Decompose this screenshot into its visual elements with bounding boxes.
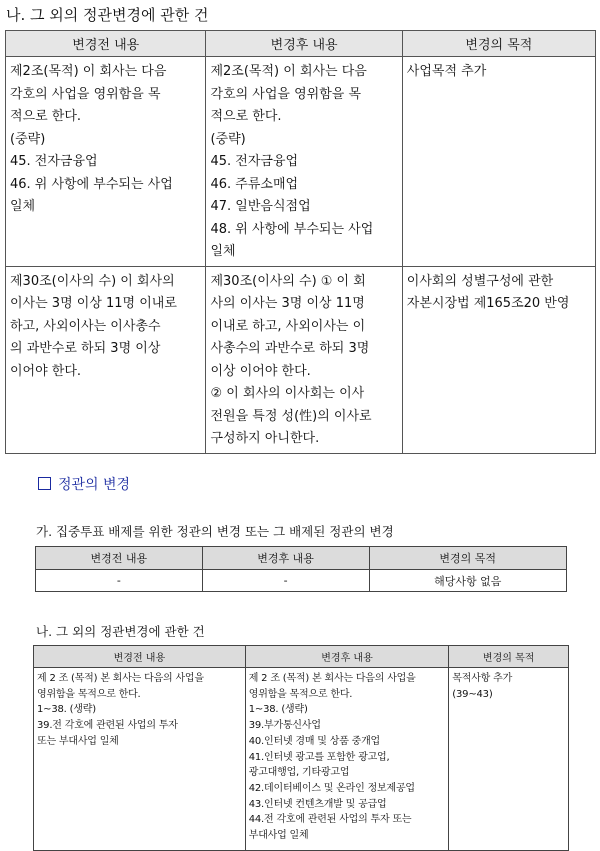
text-line: 적으로 한다.	[10, 109, 82, 124]
text-line: 광고대행업, 기타광고업	[248, 767, 350, 779]
text-line: 48. 위 사항에 부수되는 사업	[210, 221, 374, 237]
text-line: 영위함을 목적으로 한다.	[248, 688, 353, 700]
cell-before	[6, 266, 206, 453]
text-line: 또는 부대사업 일체	[37, 735, 119, 747]
text-line: 40.인터넷 경매 및 상품 중개업	[248, 735, 381, 747]
text-line: 1~38. (생략)	[248, 704, 308, 716]
text-line: 전원을 특정 성(性)의 이사로	[210, 408, 372, 424]
section2-heading	[38, 474, 130, 494]
amendment-table-1	[5, 30, 596, 454]
cell-purpose: 해당사항 없음	[369, 570, 567, 592]
text-line: 의 과반수로 하되 3명 이상	[10, 341, 161, 356]
header-before: 변경전 내용	[34, 646, 246, 668]
header-after: 변경후 내용	[245, 646, 449, 668]
text-line: 사의 이사는 3명 이상 11명	[210, 296, 365, 311]
text-line: 이사회의 성별구성에 관한	[406, 273, 554, 289]
text-line: 45. 전자금융업	[210, 154, 299, 169]
square-bullet-icon	[38, 477, 51, 490]
text-line: 각호의 사업을 영위함을 목	[10, 86, 161, 102]
subsection-a-title: 가. 집중투표 배제를 위한 정관의 변경 또는 그 배제된 정관의 변경	[36, 524, 394, 539]
cell-after	[206, 266, 402, 453]
text-line: 47. 일반음식점업	[210, 199, 311, 214]
text-line: 적으로 한다.	[210, 109, 282, 124]
text-line: 46. 주류소매업	[210, 176, 299, 192]
text-line: 하고, 사외이사는 이사총수	[10, 318, 161, 334]
text-line: 제 2 조 (목적) 본 회사는 다음의 사업을	[248, 673, 416, 684]
text-line: 각호의 사업을 영위함을 목	[210, 86, 362, 102]
amendment-table-3	[33, 645, 569, 851]
header-purpose: 변경의 목적	[369, 547, 567, 570]
table-row	[6, 266, 596, 453]
cell-purpose	[402, 266, 595, 453]
amendment-table-2	[35, 546, 567, 592]
section1-title: 나. 그 외의 정관변경에 관한 건	[6, 6, 209, 24]
text-line: 39.전 각호에 관련된 사업의 투자	[37, 720, 178, 732]
text-line: (중략)	[210, 131, 246, 147]
section2-heading-text: 정관의 변경	[58, 477, 131, 493]
text-line: ② 이 회사의 이사회는 이사	[210, 386, 365, 401]
text-line: 이내로 하고, 사외이사는 이	[210, 318, 366, 334]
table-header-row	[36, 547, 567, 570]
table-header-row	[34, 646, 569, 668]
text-line: 이상 이어야 한다.	[210, 363, 311, 379]
cell-before	[6, 57, 206, 267]
table-header-row	[6, 31, 596, 57]
text-line: 제 2 조 (목적) 본 회사는 다음의 사업을	[37, 673, 204, 684]
text-line: 42.데이터베이스 및 온라인 정보제공업	[248, 782, 415, 794]
cell-before	[34, 668, 246, 851]
table-row	[36, 570, 567, 592]
text-line: (중략)	[10, 131, 46, 147]
text-line: 구성하지 아니한다.	[210, 431, 320, 446]
text-line: 이사는 3명 이상 11명 이내로	[10, 296, 177, 311]
text-line: 제2조(목적) 이 회사는 다음	[10, 64, 167, 79]
text-line: 43.인터넷 컨텐츠개발 및 공급업	[248, 798, 387, 810]
text-line: 1~38. (생략)	[37, 704, 96, 716]
header-after: 변경후 내용	[206, 31, 402, 57]
text-line: 44.전 각호에 관련된 사업의 투자 또는	[248, 814, 412, 826]
table-row	[6, 57, 596, 267]
cell-after: -	[202, 570, 369, 592]
text-line: 이어야 한다.	[10, 363, 82, 379]
text-line: 일체	[10, 199, 36, 214]
subsection-b-title: 나. 그 외의 정관변경에 관한 건	[36, 624, 205, 639]
header-before: 변경전 내용	[6, 31, 206, 57]
table-row	[34, 668, 569, 851]
text-line: (39~43)	[452, 688, 493, 700]
text-line: 영위함을 목적으로 한다.	[37, 688, 141, 700]
text-line: 45. 전자금융업	[10, 154, 98, 169]
text-line: 39.부가통신사업	[248, 720, 321, 732]
header-purpose: 변경의 목적	[449, 646, 569, 668]
cell-before: -	[36, 570, 203, 592]
text-line: 제30조(이사의 수) 이 회사의	[10, 273, 175, 289]
text-line: 부대사업 일체	[248, 830, 309, 842]
cell-after	[245, 668, 449, 851]
text-line: 일체	[210, 244, 236, 259]
text-line: 46. 위 사항에 부수되는 사업	[10, 176, 173, 192]
text-line: 제2조(목적) 이 회사는 다음	[210, 64, 367, 79]
text-line: 사총수의 과반수로 하되 3명	[210, 341, 370, 356]
cell-purpose	[402, 57, 595, 267]
header-purpose: 변경의 목적	[402, 31, 595, 57]
text-line: 자본시장법 제165조20 반영	[406, 296, 570, 311]
cell-after	[206, 57, 402, 267]
text-line: 제30조(이사의 수) ① 이 회	[210, 273, 366, 289]
text-line: 41.인터넷 광고를 포함한 광고업,	[248, 751, 390, 763]
header-before: 변경전 내용	[36, 547, 203, 570]
cell-purpose	[449, 668, 569, 851]
text-line: 목적사항 추가	[452, 673, 513, 684]
text-line: 사업목적 추가	[406, 64, 487, 79]
header-after: 변경후 내용	[202, 547, 369, 570]
